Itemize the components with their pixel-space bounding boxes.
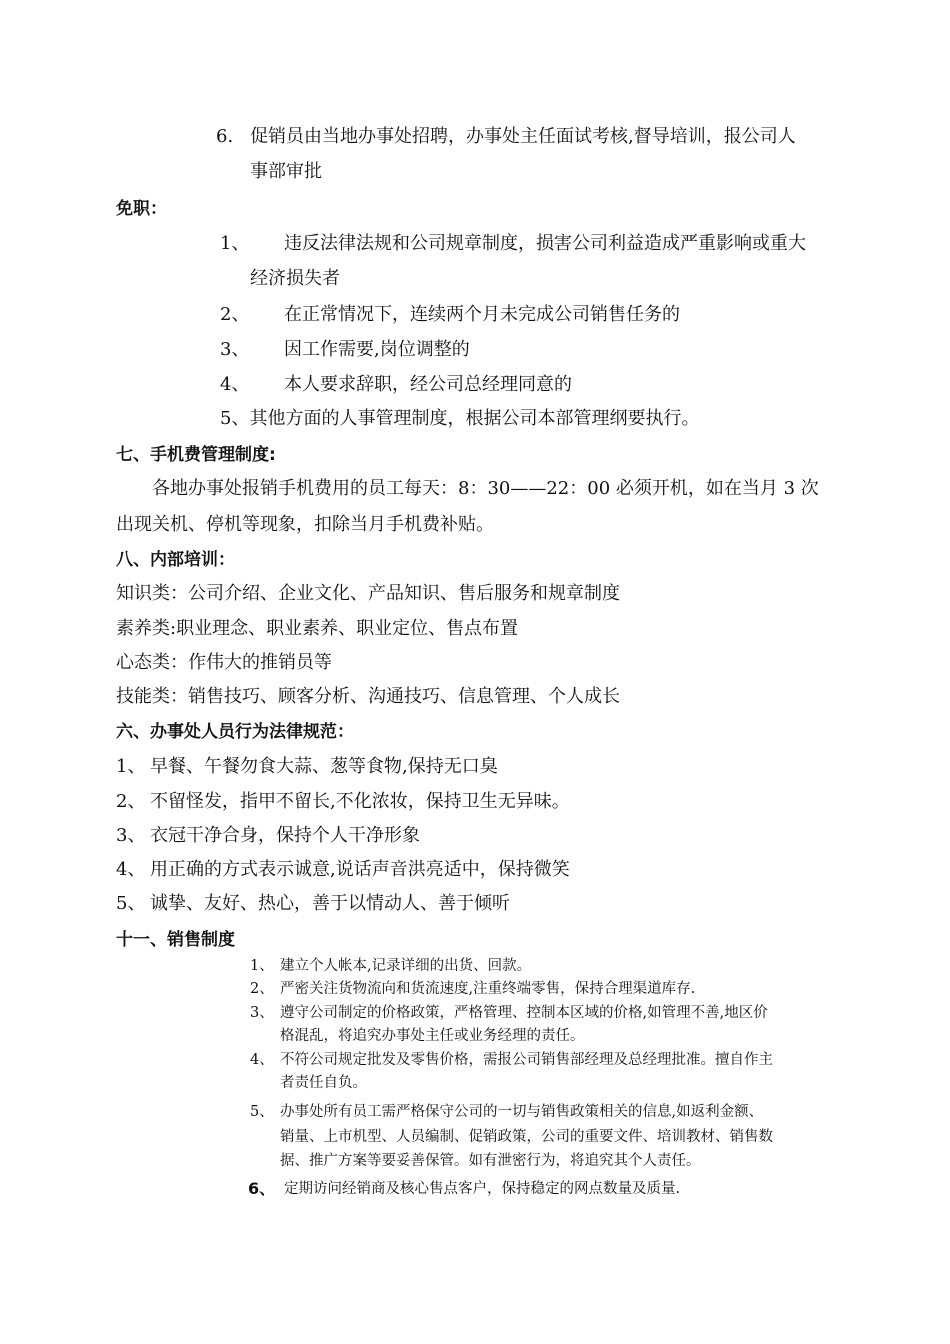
dismissal-item-text: 违反法律法规和公司规章制度，损害公司利益造成严重影响或重大: [284, 233, 806, 254]
sales-item-text-cont: 者责任自负。: [280, 1075, 367, 1091]
sales-item-number: 1、: [250, 958, 274, 974]
intro-item-text: 促销员由当地办事处招聘，办事处主任面试考核,督导培训，报公司人: [250, 126, 796, 147]
sales-item-text-cont: 格混乱，将追究办事处主任或业务经理的责任。: [280, 1028, 585, 1044]
conduct-item-number: 1、: [116, 756, 146, 777]
training-heading: 八、内部培训：: [116, 550, 235, 570]
conduct-item-text: 早餐、午餐勿食大蒜、葱等食物,保持无口臭: [150, 756, 498, 777]
conduct-item-text: 不留怪发，指甲不留长,不化浓妆，保持卫生无异味。: [150, 791, 570, 812]
sales-item-number: 6、: [248, 1179, 276, 1198]
intro-item-text-cont: 事部审批: [250, 161, 322, 182]
dismissal-item-text: 因工作需要,岗位调整的: [284, 339, 470, 360]
training-line: 技能类：销售技巧、顾客分析、沟通技巧、信息管理、个人成长: [116, 686, 620, 707]
conduct-heading: 六、办事处人员行为法律规范：: [116, 722, 354, 742]
dismissal-item-text: 在正常情况下，连续两个月未完成公司销售任务的: [284, 304, 680, 325]
dismissal-item-5: 5、其他方面的人事管理制度，根据公司本部管理纲要执行。: [220, 408, 700, 429]
phone-heading: 七、手机费管理制度:: [116, 445, 276, 465]
sales-item-number: 3、: [250, 1005, 274, 1021]
sales-item-text-cont: 销量、上市机型、人员编制、促销政策，公司的重要文件、培训教材、销售数: [280, 1129, 773, 1145]
intro-item-number: 6.: [216, 126, 234, 147]
conduct-item-number: 4、: [116, 859, 146, 880]
conduct-item-number: 5、: [116, 893, 146, 914]
sales-heading: 十一、销售制度: [116, 930, 235, 950]
conduct-item-number: 2、: [116, 791, 146, 812]
conduct-item-text: 衣冠干净合身，保持个人干净形象: [150, 825, 420, 846]
training-line: 心态类：作伟大的推销员等: [116, 652, 332, 673]
dismissal-item-number: 1、: [220, 233, 250, 254]
dismissal-item-text-cont: 经济损失者: [250, 268, 340, 289]
training-line: 知识类：公司介绍、企业文化、产品知识、售后服务和规章制度: [116, 583, 620, 604]
dismissal-item-text: 本人要求辞职，经公司总经理同意的: [284, 374, 572, 395]
sales-item-text: 办事处所有员工需严格保守公司的一切与销售政策相关的信息,如返利金额、: [280, 1104, 764, 1120]
conduct-item-text: 用正确的方式表示诚意,说话声音洪亮适中，保持微笑: [150, 859, 570, 880]
phone-paragraph-line: 出现关机、停机等现象，扣除当月手机费补贴。: [116, 514, 494, 535]
training-line: 素养类:职业理念、职业素养、职业定位、售点布置: [116, 618, 519, 639]
sales-item-number: 4、: [250, 1052, 274, 1068]
sales-item-text: 遵守公司制定的价格政策，严格管理、控制本区域的价格,如管理不善,地区价: [280, 1005, 768, 1021]
sales-item-number: 2、: [250, 981, 274, 997]
sales-item-text: 不符公司规定批发及零售价格，需报公司销售部经理及总经理批准。擅自作主: [280, 1052, 773, 1068]
sales-item-text: 严密关注货物流向和货流速度,注重终端零售，保持合理渠道库存.: [280, 981, 696, 997]
sales-item-number: 5、: [250, 1104, 274, 1120]
sales-item-text: 建立个人帐本,记录详细的出货、回款。: [280, 958, 532, 974]
dismissal-item-number: 3、: [220, 339, 250, 360]
conduct-item-text: 诚挚、友好、热心，善于以情动人、善于倾听: [150, 893, 510, 914]
conduct-item-number: 3、: [116, 825, 146, 846]
dismissal-item-number: 4、: [220, 374, 250, 395]
dismissal-item-number: 2、: [220, 304, 250, 325]
sales-item-text: 定期访问经销商及核心售点客户，保持稳定的网点数量及质量.: [284, 1181, 681, 1197]
sales-item-text-cont: 据、推广方案等要妥善保管。如有泄密行为，将追究其个人责任。: [280, 1153, 701, 1169]
phone-paragraph-line: 各地办事处报销手机费用的员工每天：8：30——22：00 必须开机，如在当月 3 次: [152, 478, 819, 499]
dismissal-heading: 免职：: [116, 199, 167, 219]
